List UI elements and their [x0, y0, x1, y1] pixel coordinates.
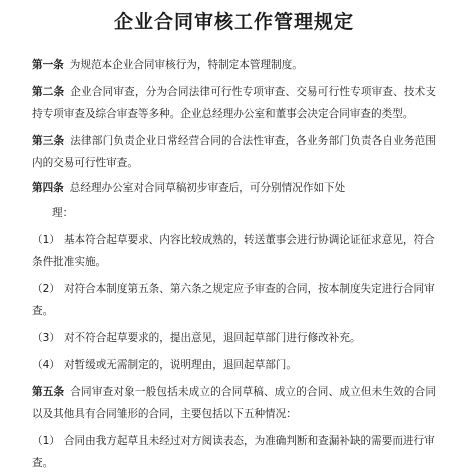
article-label: 第三条 — [32, 135, 65, 147]
article-text: 企业合同审查，分为合同法律可行性专项审查、交易可行性专项审查、技术支持专项审查及综合审查等多种。企业总经理办公室和董事会决定合同审查的类型。 — [32, 86, 437, 120]
article-label: 第一条 — [32, 59, 64, 71]
item-number: （3） — [32, 332, 60, 344]
article-label: 第四条 — [32, 182, 64, 194]
list-item — [32, 229, 436, 273]
list-item — [32, 278, 436, 322]
article-3 — [32, 130, 436, 174]
article-2 — [32, 81, 436, 125]
item-text: 对不符合起草要求的，提出意见，退回起草部门进行修改补充。 — [63, 332, 361, 344]
article-4-continuation: 理： — [52, 207, 74, 219]
item-number: （1） — [32, 234, 60, 246]
list-item — [32, 327, 436, 349]
article-label: 第二条 — [32, 86, 65, 98]
item-number: （1） — [32, 435, 60, 447]
article-text: 合同审查对象一般包括未成立的合同草稿、成立的合同、成立但未生效的合同以及其他具有合同雏形的合同，主要包括以下五种情况： — [32, 386, 437, 420]
item-text: 对暂缓或无需制定的，说明理由，退回起草部门。 — [63, 359, 297, 371]
article-1 — [32, 54, 436, 76]
article-text: 总经理办公室对合同草稿初步审查后，可分别情况作如下处 — [69, 182, 346, 194]
item-number: （4） — [32, 359, 60, 371]
article-5 — [32, 381, 436, 425]
list-item — [32, 430, 436, 474]
list-item — [32, 354, 436, 376]
article-label: 第五条 — [32, 386, 65, 398]
document-title: 企业合同审核工作管理规定 — [113, 11, 354, 33]
article-text: 法律部门负责企业日常经营合同的合法性审查，各业务部门负责各自业务范围内的交易可行性审查。 — [32, 135, 437, 169]
item-text: 合同由我方起草且未经过对方阅读表态，为准确判断和查漏补缺的需要而进行审查。 — [32, 435, 435, 469]
item-text: 对符合本制度第五条、第六条之规定应予审查的合同，按本制度失定进行合同审查。 — [32, 283, 435, 317]
article-text: 为规范本企业合同审核行为，特制定本管理制度。 — [69, 59, 303, 71]
item-text: 基本符合起草要求、内容比较成熟的，转送董事会进行协调论证征求意见，符合条件批准实施。 — [32, 234, 435, 268]
item-number: （2） — [32, 283, 60, 295]
article-4 — [32, 177, 436, 199]
